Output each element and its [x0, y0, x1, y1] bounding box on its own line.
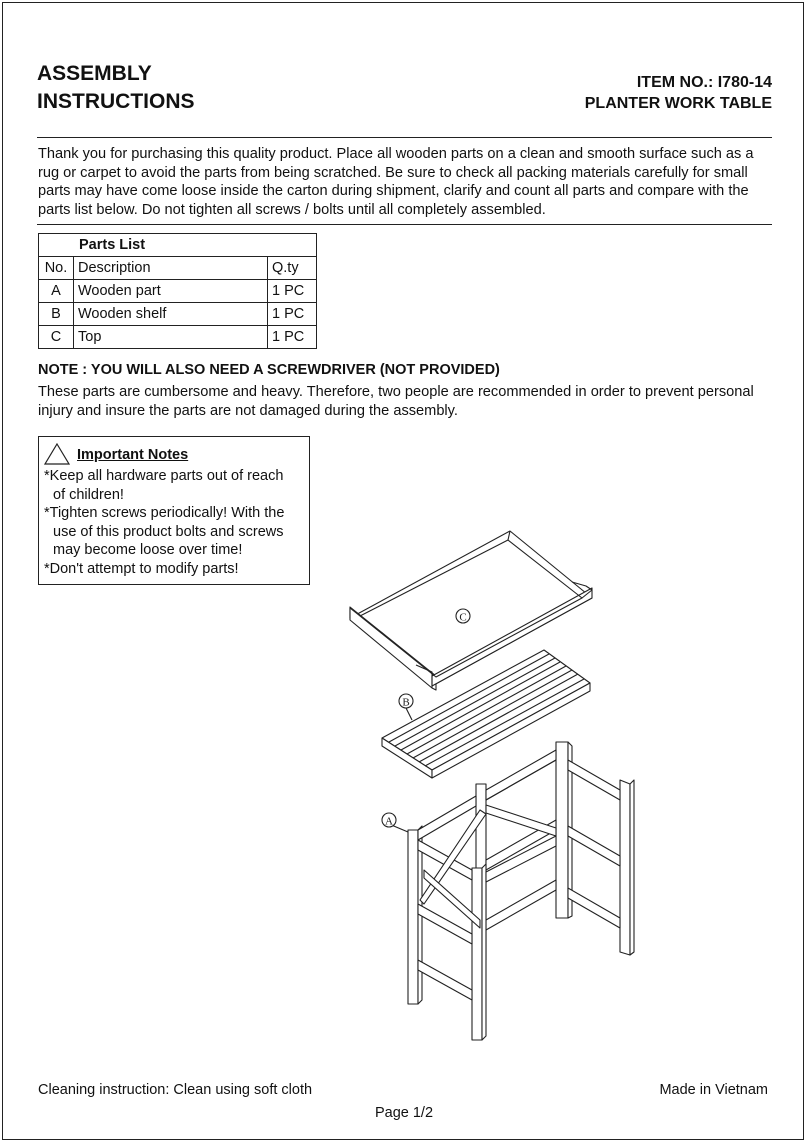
important-note-line: *Don't attempt to modify parts!: [44, 561, 239, 577]
part-a-label: A: [385, 815, 393, 828]
header-no: No.: [39, 257, 74, 280]
part-no: A: [39, 280, 74, 303]
important-note-line: *Keep all hardware parts out of reach: [44, 468, 284, 484]
note-text: These parts are cumbersome and heavy. Therefore, two people are recommended in order to prevent personal injury and insure the parts are not damaged during the assembly.: [38, 384, 754, 419]
part-no: B: [39, 303, 74, 326]
part-qty: 1 PC: [268, 280, 317, 303]
intro-paragraph: Thank you for purchasing this quality product. Place all wooden parts on a clean and smooth surface such as a rug or carpet to avoid the parts from being scratched. Be sure to check all packing materials carefully for small parts may have come loose inside the carton during shipment, clarify and count all parts and compare with the parts list below. Do not tighten all screws / bolts until all completely assembled.: [38, 146, 754, 218]
part-description: Wooden part: [74, 280, 268, 303]
warning-triangle-icon: [44, 443, 70, 465]
part-a-frame: [408, 742, 634, 1040]
important-note-line: of children!: [53, 486, 124, 503]
part-qty: 1 PC: [268, 303, 317, 326]
part-b-label: B: [402, 696, 410, 709]
important-note-line: may become loose over time!: [53, 542, 243, 559]
product-name: PLANTER WORK TABLE: [584, 95, 772, 112]
important-note-line: *Tighten screws periodically! With the: [44, 505, 285, 522]
origin-label: Made in Vietnam: [659, 1082, 768, 1098]
parts-list-header-row: [39, 257, 317, 280]
exploded-assembly-drawing: [330, 520, 650, 1050]
important-notes-title: Important Notes: [77, 447, 189, 463]
table-row: [39, 303, 317, 326]
part-b-leader: [406, 708, 412, 720]
page-number: Page 1/2: [374, 1105, 434, 1121]
divider-intro: [37, 224, 772, 225]
title-line-1: ASSEMBLY: [37, 62, 152, 85]
parts-list-title: Parts List: [39, 234, 317, 257]
header-qty: Q.ty: [268, 257, 317, 280]
part-no: C: [39, 326, 74, 349]
title-line-2: INSTRUCTIONS: [37, 90, 195, 113]
part-qty: 1 PC: [268, 326, 317, 349]
important-note-line: use of this product bolts and screws: [53, 523, 284, 540]
header-description: Description: [74, 257, 268, 280]
cleaning-instruction: Cleaning instruction: Clean using soft cloth: [38, 1082, 313, 1098]
part-description: Wooden shelf: [74, 303, 268, 326]
table-row: [39, 326, 317, 349]
divider-top: [37, 137, 772, 138]
part-c-label: C: [459, 611, 467, 624]
document-title: [37, 60, 195, 116]
parts-list-table: [38, 233, 317, 349]
item-number: ITEM NO.: I780-14: [636, 74, 772, 91]
table-row: [39, 280, 317, 303]
important-notes-box: [38, 436, 310, 585]
part-description: Top: [74, 326, 268, 349]
note-heading: NOTE : YOU WILL ALSO NEED A SCREWDRIVER (NOT PROVIDED): [38, 362, 500, 378]
